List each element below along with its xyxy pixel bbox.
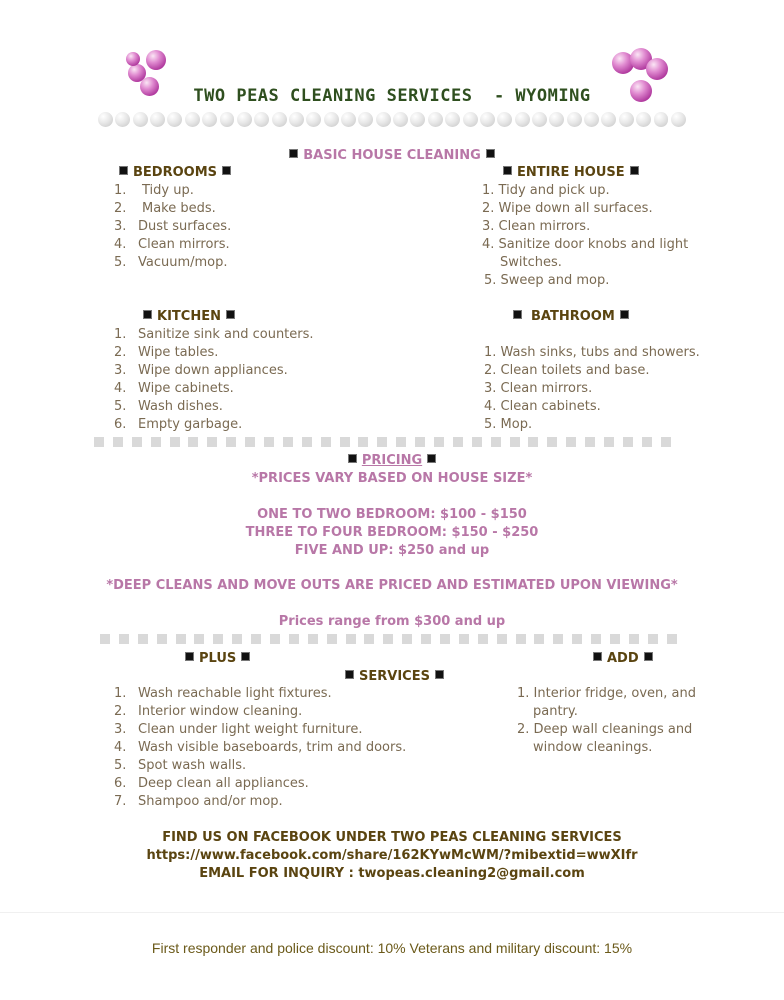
list-item: 2. Wipe tables. — [114, 345, 219, 360]
black-square-icon — [620, 310, 629, 319]
list-item: pantry. — [533, 704, 578, 719]
pearl-dot — [358, 112, 373, 127]
square-dot — [534, 634, 544, 644]
list-item: 5. Spot wash walls. — [114, 758, 247, 773]
list-item: Switches. — [500, 255, 562, 270]
square-dot — [377, 437, 387, 447]
list-item: 2. Deep wall cleanings and — [517, 722, 693, 737]
square-dot — [491, 437, 501, 447]
black-square-icon — [503, 166, 512, 175]
pearl-dot — [220, 112, 235, 127]
list-item: 5. Mop. — [484, 417, 533, 432]
pearl-dot — [289, 112, 304, 127]
pearl-dot — [272, 112, 287, 127]
bathroom-list — [484, 344, 700, 434]
square-dot — [648, 634, 658, 644]
pearl-dot — [393, 112, 408, 127]
pearl-dot — [324, 112, 339, 127]
pearl-dot — [549, 112, 564, 127]
square-dot — [289, 634, 299, 644]
list-item: 1. Tidy and pick up. — [482, 183, 610, 198]
list-item: 4. Clean mirrors. — [114, 237, 230, 252]
entire-house-list — [482, 182, 688, 290]
list-item: 7. Shampoo and/or mop. — [114, 794, 283, 809]
list-item: 2. Wipe down all surfaces. — [482, 201, 653, 216]
square-dot — [113, 437, 123, 447]
square-dot — [157, 634, 167, 644]
square-dot — [547, 437, 557, 447]
list-item: 2. Make beds. — [114, 201, 216, 216]
square-dot — [138, 634, 148, 644]
services-heading: SERVICES — [340, 669, 449, 684]
page-title: TWO PEAS CLEANING SERVICES - WYOMING — [193, 86, 591, 106]
square-dot — [585, 437, 595, 447]
square-dot — [213, 634, 223, 644]
square-dot — [346, 634, 356, 644]
list-item: 2. Interior window cleaning. — [114, 704, 303, 719]
square-divider — [100, 634, 686, 644]
square-dot — [528, 437, 538, 447]
pearl-dot — [185, 112, 200, 127]
footer-divider — [0, 912, 784, 913]
square-dot — [667, 634, 677, 644]
square-divider — [94, 437, 680, 447]
add-services-list — [517, 685, 696, 757]
bedrooms-heading: BEDROOMS — [114, 165, 236, 180]
square-dot — [453, 437, 463, 447]
list-item: 3. Clean under light weight furniture. — [114, 722, 363, 737]
square-dot — [188, 437, 198, 447]
square-dot — [497, 634, 507, 644]
pearl-dot — [532, 112, 547, 127]
black-square-icon — [226, 310, 235, 319]
square-dot — [516, 634, 526, 644]
square-dot — [245, 437, 255, 447]
pearl-dot — [167, 112, 182, 127]
square-dot — [591, 634, 601, 644]
facebook-link[interactable]: https://www.facebook.com/share/162KYwMcWM/?mibextid=wwXIfr — [146, 848, 638, 863]
pearl-dot — [601, 112, 616, 127]
square-dot — [478, 634, 488, 644]
list-item: window cleanings. — [533, 740, 653, 755]
pearl-dot — [463, 112, 478, 127]
bathroom-heading: BATHROOM — [508, 309, 634, 324]
black-square-icon — [427, 454, 436, 463]
pearl-dot — [445, 112, 460, 127]
black-square-icon — [630, 166, 639, 175]
square-dot — [642, 437, 652, 447]
deep-clean-note: *DEEP CLEANS AND MOVE OUTS ARE PRICED AND ESTIMATED UPON VIEWING* — [106, 578, 678, 593]
bedrooms-list — [114, 182, 231, 272]
list-item: 3. Clean mirrors. — [482, 219, 591, 234]
plus-services-list — [114, 685, 406, 811]
pearl-dot — [480, 112, 495, 127]
plus-heading: PLUS — [180, 651, 255, 666]
kitchen-list — [114, 326, 314, 434]
list-item: 1. Wash reachable light fixtures. — [114, 686, 332, 701]
add-heading: ADD — [588, 651, 658, 666]
black-square-icon — [185, 652, 194, 661]
list-item: 5. Wash dishes. — [114, 399, 223, 414]
black-square-icon — [435, 670, 444, 679]
pearl-dot — [306, 112, 321, 127]
pearl-dot — [636, 112, 651, 127]
square-dot — [100, 634, 110, 644]
square-dot — [232, 634, 242, 644]
square-dot — [661, 437, 671, 447]
list-item: 1. Interior fridge, oven, and — [517, 686, 696, 701]
square-dot — [132, 437, 142, 447]
black-square-icon — [241, 652, 250, 661]
list-item: 6. Empty garbage. — [114, 417, 243, 432]
pricing-tier: THREE TO FOUR BEDROOM: $150 - $250 — [245, 525, 539, 540]
pearl-dot — [98, 112, 113, 127]
black-square-icon — [222, 166, 231, 175]
pearl-dot — [133, 112, 148, 127]
black-square-icon — [593, 652, 602, 661]
list-item: 5. Sweep and mop. — [484, 273, 610, 288]
list-item: 3. Wipe down appliances. — [114, 363, 288, 378]
kitchen-heading: KITCHEN — [138, 309, 240, 324]
square-dot — [340, 437, 350, 447]
pricing-note: *PRICES VARY BASED ON HOUSE SIZE* — [251, 471, 533, 486]
square-dot — [604, 437, 614, 447]
square-dot — [472, 437, 482, 447]
square-dot — [572, 634, 582, 644]
square-dot — [459, 634, 469, 644]
list-item: 4. Wipe cabinets. — [114, 381, 234, 396]
pricing-tier: FIVE AND UP: $250 and up — [294, 543, 490, 558]
pricing-tier: ONE TO TWO BEDROOM: $100 - $150 — [257, 507, 527, 522]
pearl-dot — [567, 112, 582, 127]
square-dot — [308, 634, 318, 644]
pearl-dot — [202, 112, 217, 127]
square-dot — [421, 634, 431, 644]
list-item: 3. Clean mirrors. — [484, 381, 593, 396]
square-dot — [270, 634, 280, 644]
square-dot — [119, 634, 129, 644]
square-dot — [364, 634, 374, 644]
facebook-note: FIND US ON FACEBOOK UNDER TWO PEAS CLEANING SERVICES — [162, 830, 622, 845]
pearl-dot — [115, 112, 130, 127]
list-item: 3. Dust surfaces. — [114, 219, 232, 234]
price-range: Prices range from $300 and up — [278, 614, 506, 629]
pearl-dot — [410, 112, 425, 127]
email-inquiry[interactable]: EMAIL FOR INQUIRY : twopeas.cleaning2@gmail.com — [199, 866, 585, 881]
square-dot — [327, 634, 337, 644]
square-dot — [170, 437, 180, 447]
pearl-dot — [150, 112, 165, 127]
square-dot — [194, 634, 204, 644]
pearl-dot — [497, 112, 512, 127]
square-dot — [264, 437, 274, 447]
pearl-dot — [376, 112, 391, 127]
pearl-divider — [98, 112, 688, 128]
black-square-icon — [348, 454, 357, 463]
square-dot — [207, 437, 217, 447]
pearl-dot — [515, 112, 530, 127]
square-dot — [434, 437, 444, 447]
square-dot — [623, 437, 633, 447]
pearl-dot — [671, 112, 686, 127]
black-square-icon — [143, 310, 152, 319]
square-dot — [415, 437, 425, 447]
square-dot — [402, 634, 412, 644]
entire-house-heading: ENTIRE HOUSE — [498, 165, 644, 180]
list-item: 1. Wash sinks, tubs and showers. — [484, 345, 700, 360]
square-dot — [440, 634, 450, 644]
pearl-dot — [237, 112, 252, 127]
square-dot — [302, 437, 312, 447]
square-dot — [94, 437, 104, 447]
square-dot — [283, 437, 293, 447]
list-item: 5. Vacuum/mop. — [114, 255, 228, 270]
square-dot — [566, 437, 576, 447]
square-dot — [510, 437, 520, 447]
square-dot — [553, 634, 563, 644]
list-item: 4. Clean cabinets. — [484, 399, 601, 414]
pricing-heading: PRICING — [0, 453, 784, 468]
pearl-dot — [254, 112, 269, 127]
square-dot — [383, 634, 393, 644]
list-item: 6. Deep clean all appliances. — [114, 776, 309, 791]
list-item: 1. Sanitize sink and counters. — [114, 327, 314, 342]
basic-house-heading: BASIC HOUSE CLEANING — [0, 148, 784, 163]
black-square-icon — [486, 149, 495, 158]
square-dot — [610, 634, 620, 644]
pearl-dot — [654, 112, 669, 127]
square-dot — [358, 437, 368, 447]
pearl-dot — [341, 112, 356, 127]
list-item: 4. Wash visible baseboards, trim and doors. — [114, 740, 407, 755]
black-square-icon — [345, 670, 354, 679]
square-dot — [629, 634, 639, 644]
discount-note: First responder and police discount: 10% Veterans and military discount: 15% — [151, 940, 633, 956]
square-dot — [251, 634, 261, 644]
black-square-icon — [119, 166, 128, 175]
pearl-dot — [619, 112, 634, 127]
square-dot — [226, 437, 236, 447]
pearl-dot — [428, 112, 443, 127]
square-dot — [321, 437, 331, 447]
black-square-icon — [644, 652, 653, 661]
black-square-icon — [513, 310, 522, 319]
square-dot — [396, 437, 406, 447]
square-dot — [151, 437, 161, 447]
black-square-icon — [289, 149, 298, 158]
list-item: 1. Tidy up. — [114, 183, 194, 198]
square-dot — [176, 634, 186, 644]
list-item: 2. Clean toilets and base. — [484, 363, 650, 378]
list-item: 4. Sanitize door knobs and light — [482, 237, 689, 252]
pearl-dot — [584, 112, 599, 127]
